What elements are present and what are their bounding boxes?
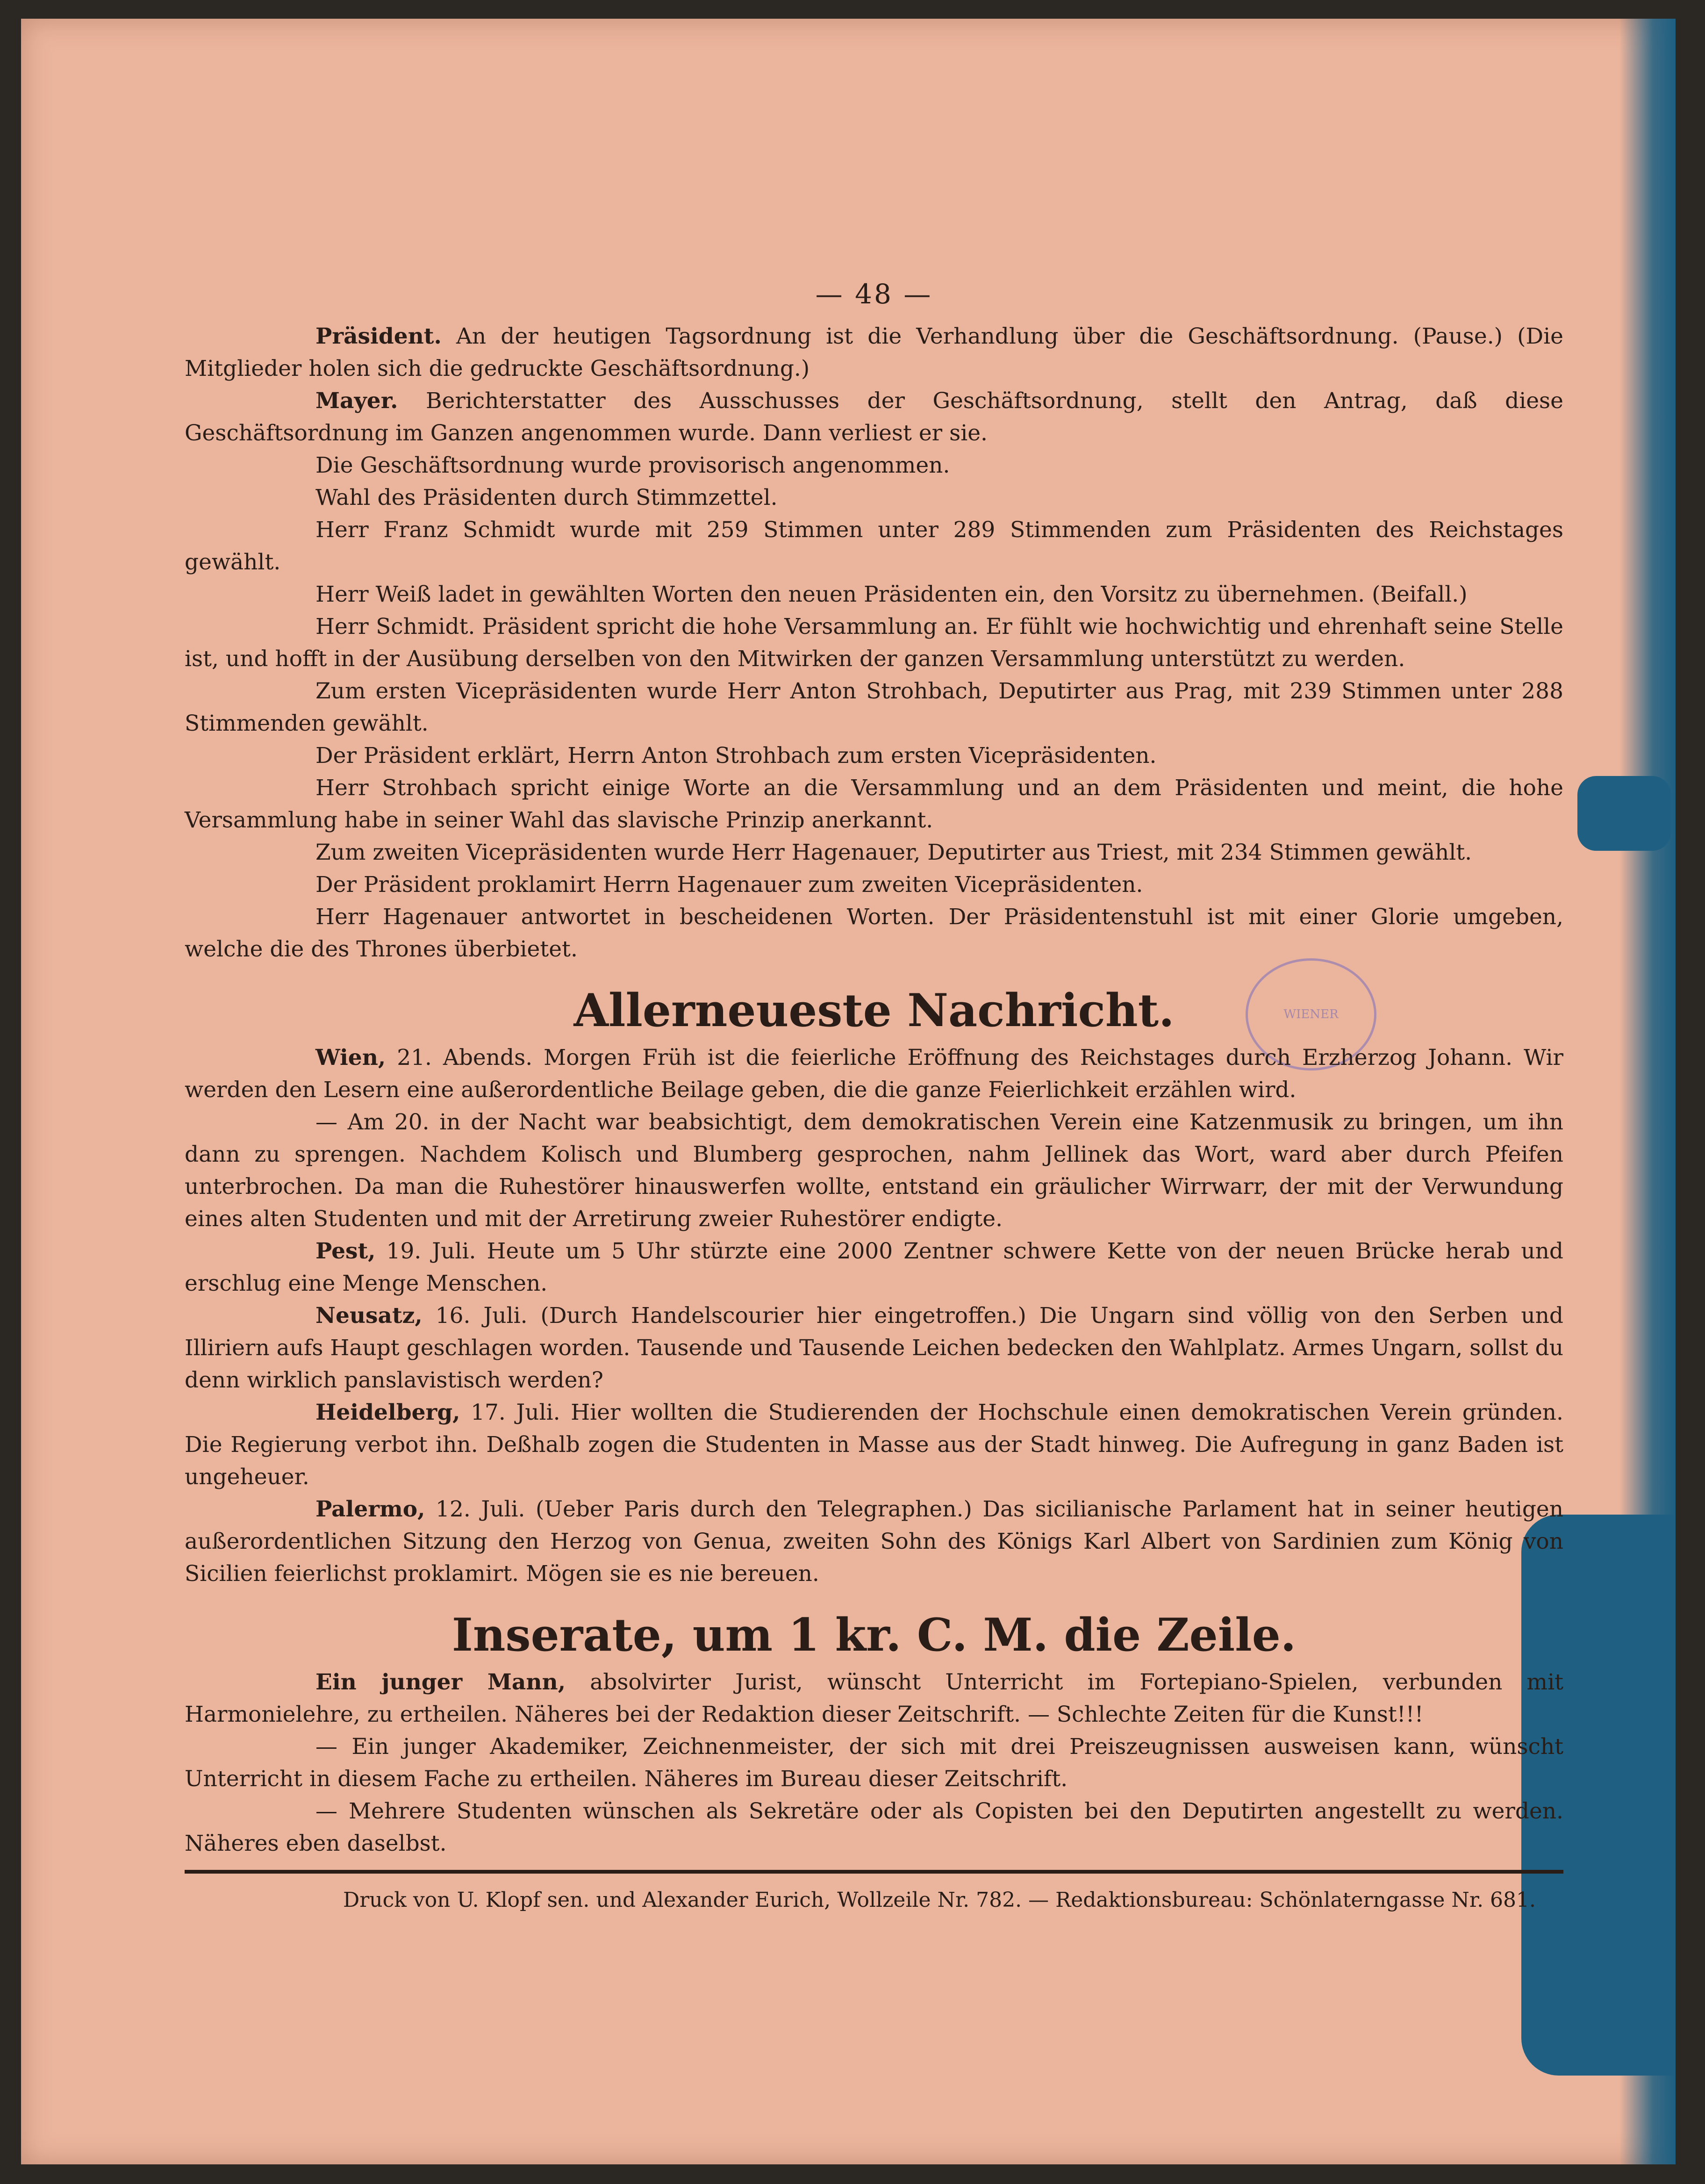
paragraph [185, 869, 1563, 901]
paragraph-lead: Präsident. [315, 323, 442, 349]
paragraph [185, 320, 1563, 385]
news-section [185, 1042, 1563, 1590]
paragraph [185, 836, 1563, 869]
paragraph [185, 1235, 1563, 1300]
paragraph-text: Herr Franz Schmidt wurde mit 259 Stimmen unter 289 Stimmenden zum Präsidenten des Reichstages gewählt. [185, 517, 1563, 575]
paragraph-lead: Neusatz, [315, 1303, 423, 1329]
news-heading: Allerneueste Nachricht. [573, 984, 1175, 1037]
library-stamp: WIENER [1246, 958, 1376, 1070]
paragraph [185, 1795, 1563, 1860]
paragraph-text: Berichterstatter des Ausschusses der Geschäftsordnung, stellt den Antrag, daß diese Geschäftsordnung im Ganzen angenommen wurde. Dann verliest er sie. [185, 388, 1563, 446]
paragraph [185, 901, 1563, 965]
paragraph-text: 16. Juli. (Durch Handelscourier hier eingetroffen.) Die Ungarn sind völlig von den Serben und Illiriern aufs Haupt geschlagen worden. Tausende und Tausende Leichen bedecken den Wahlplatz. Armes Ungarn, sollst du denn wirklich panslavistisch werden? [185, 1303, 1563, 1393]
paragraph [185, 385, 1563, 449]
paragraph-text: Die Geschäftsordnung wurde provisorisch angenommen. [315, 453, 950, 478]
paragraph [185, 578, 1563, 611]
paragraph-text: Der Präsident erklärt, Herrn Anton Strohbach zum ersten Vicepräsidenten. [315, 743, 1157, 769]
paragraph-lead: Wien, [315, 1045, 386, 1070]
paragraph [185, 1300, 1563, 1396]
paragraph-text: — Mehrere Studenten wünschen als Sekretäre oder als Copisten bei den Deputirten angestellt zu werden. Näheres eben daselbst. [185, 1798, 1563, 1856]
imprint-footer: Druck von U. Klopf sen. und Alexander Eurich, Wollzeile Nr. 782. — Redaktionsbureau: Schönlaterngasse Nr. 681. [343, 1888, 1536, 1912]
paragraph [185, 772, 1563, 836]
paragraph [185, 1493, 1563, 1590]
paragraph-text: An der heutigen Tagsordnung ist die Verhandlung über die Geschäftsordnung. (Pause.) (Die Mitglieder holen sich die gedruckte Geschäftsordnung.) [185, 323, 1563, 381]
paragraph [185, 611, 1563, 675]
paragraph-text: 21. Abends. Morgen Früh ist die feierliche Eröffnung des Reichstages durch Erzherzog Johann. Wir werden den Lesern eine außerordentliche Beilage geben, die die ganze Feierlichkeit erzählen wird. [185, 1045, 1563, 1103]
paragraph-text: 12. Juli. (Ueber Paris durch den Telegraphen.) Das sicilianische Parlament hat in seiner heutigen außerordentlichen Sitzung den Herzog von Genua, zweiten Sohn des Königs Karl Albert von Sardinien zum König von Sicilien feierlichst proklamirt. Mögen sie es nie bereuen. [185, 1496, 1563, 1587]
paragraph-text: Zum ersten Vicepräsidenten wurde Herr Anton Strohbach, Deputirter aus Prag, mit 239 Stimmen unter 288 Stimmenden gewählt. [185, 678, 1563, 736]
paragraph-text: 19. Juli. Heute um 5 Uhr stürzte eine 2000 Zentner schwere Kette von der neuen Brücke herab und erschlug eine Menge Menschen. [185, 1238, 1563, 1296]
paragraph-text: Herr Weiß ladet in gewählten Worten den neuen Präsidenten ein, den Vorsitz zu übernehmen. (Beifall.) [315, 582, 1468, 607]
paragraph [185, 740, 1563, 772]
paragraph-text: Herr Hagenauer antwortet in bescheidenen Worten. Der Präsidentenstuhl ist mit einer Glorie umgeben, welche die des Thrones überbietet. [185, 904, 1563, 962]
article-body [185, 278, 1563, 1916]
paragraph-text: — Am 20. in der Nacht war beabsichtigt, dem demokratischen Verein eine Katzenmusik zu bringen, um ihn dann zu sprengen. Nachdem Kolisch und Blumberg gesprochen, nahm Jellinek das Wort, ward aber durch Pfeifen unterbrochen. Da man die Ruhestörer hinauswerfen wollte, entstand ein gräulicher Wirrwarr, der mit der Verwundung eines alten Studenten und mit der Arretirung zweier Ruhestörer endigte. [185, 1109, 1563, 1232]
paragraph-text: — Ein junger Akademiker, Zeichnenmeister, der sich mit drei Preiszeugnissen ausweisen kann, wünscht Unterricht in diesem Fache zu ertheilen. Näheres im Bureau dieser Zeitschrift. [185, 1734, 1563, 1792]
paragraph [185, 481, 1563, 514]
ads-section [185, 1666, 1563, 1860]
paragraph-text: Herr Schmidt. Präsident spricht die hohe Versammlung an. Er fühlt wie hochwichtig und ehrenhaft seine Stelle ist, und hofft in der Ausübung derselben von den Mitwirken der ganzen Versammlung unterstützt zu werden. [185, 614, 1563, 672]
paragraph-text: absolvirter Jurist, wünscht Unterricht im Fortepiano-Spielen, verbunden mit Harmonielehre, zu ertheilen. Näheres bei der Redaktion dieser Zeitschrift. — Schlechte Zeiten für die Kunst!!! [185, 1669, 1563, 1727]
paragraph-text: Herr Strohbach spricht einige Worte an die Versammlung und an dem Präsidenten und meint, die hohe Versammlung habe in seiner Wahl das slavische Prinzip anerkannt. [185, 775, 1563, 833]
paragraph-text: Zum zweiten Vicepräsidenten wurde Herr Hagenauer, Deputirter aus Triest, mit 234 Stimmen gewählt. [315, 840, 1472, 865]
ink-blot [1577, 776, 1671, 851]
paragraph-text: Der Präsident proklamirt Herrn Hagenauer zum zweiten Vicepräsidenten. [315, 872, 1143, 898]
paragraph [185, 1666, 1563, 1731]
paragraph-lead: Heidelberg, [315, 1400, 460, 1425]
paragraph [185, 675, 1563, 740]
paragraph-lead: Ein junger Mann, [315, 1669, 566, 1695]
paragraph-lead: Mayer. [315, 388, 398, 414]
paragraph-lead: Palermo, [315, 1496, 425, 1522]
paragraph [185, 449, 1563, 481]
paragraph-lead: Pest, [315, 1238, 376, 1264]
proceedings-section [185, 320, 1563, 965]
ads-heading: Inserate, um 1 kr. C. M. die Zeile. [451, 1609, 1297, 1661]
page-number: — 48 — [815, 278, 933, 310]
paragraph-text: 17. Juli. Hier wollten die Studierenden der Hochschule einen demokratischen Verein gründen. Die Regierung verbot ihn. Deßhalb zogen die Studenten in Masse aus der Stadt hinweg. Die Aufregung in ganz Baden ist ungeheuer. [185, 1400, 1563, 1490]
paragraph [185, 1106, 1563, 1235]
paragraph [185, 1396, 1563, 1493]
paragraph [185, 514, 1563, 578]
paragraph [185, 1042, 1563, 1106]
paragraph-text: Wahl des Präsidenten durch Stimmzettel. [315, 485, 778, 510]
paragraph [185, 1731, 1563, 1795]
divider [185, 1870, 1563, 1874]
